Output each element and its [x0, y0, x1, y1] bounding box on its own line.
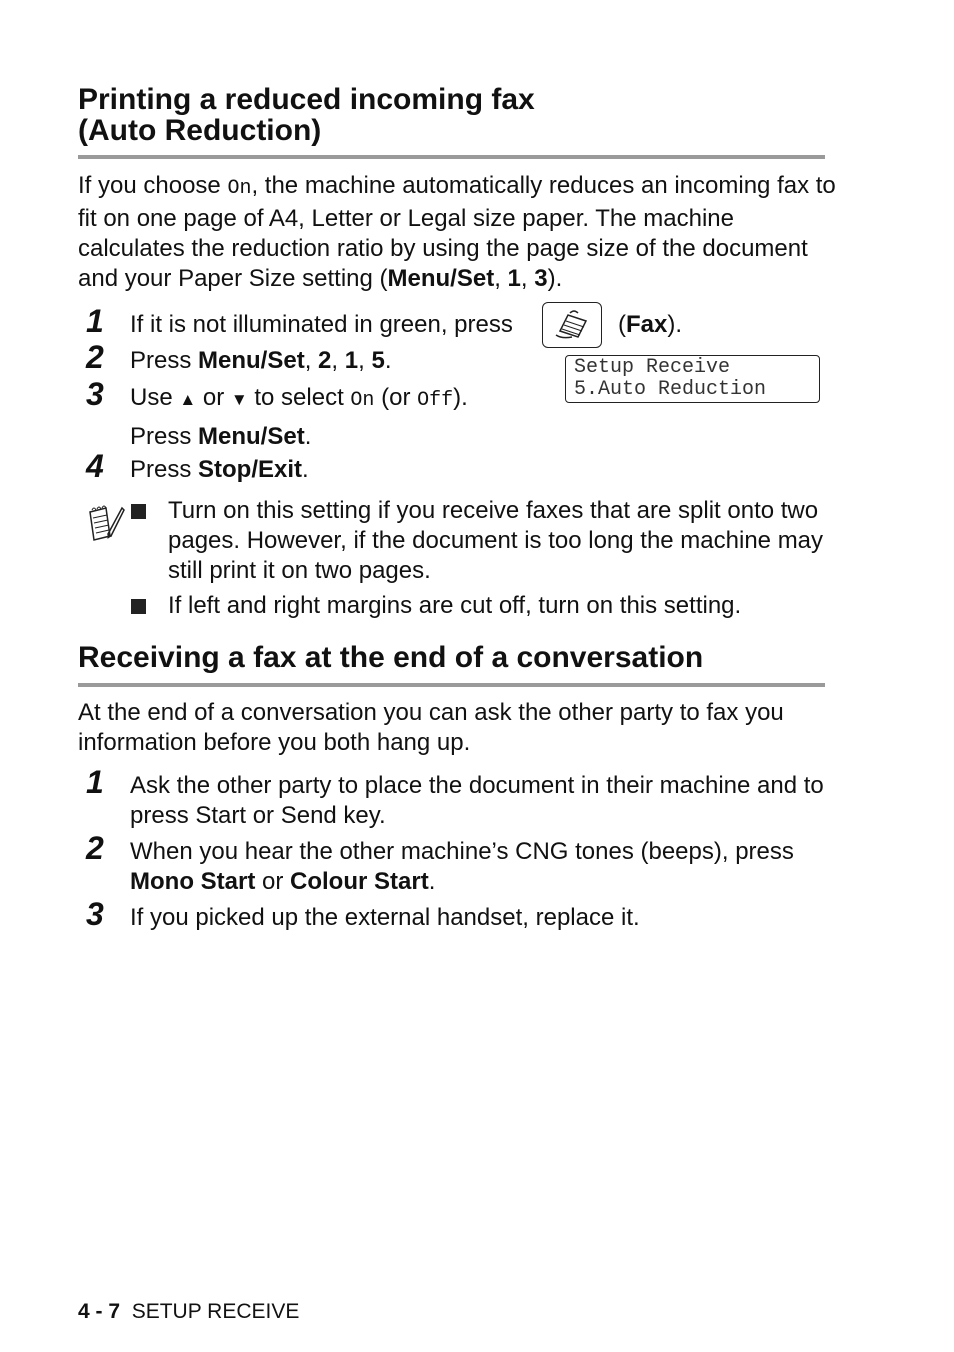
up-arrow-icon: ▲ — [179, 390, 197, 409]
bullet-square — [131, 599, 146, 614]
step-text-part: (or — [374, 384, 418, 411]
fax-key-label — [618, 310, 682, 340]
step-text-part: . — [428, 868, 436, 895]
lcd-option-off: Off — [417, 389, 454, 412]
page-footer — [78, 1300, 299, 1324]
step-number: 1 — [86, 303, 104, 339]
step-text-part: . — [302, 456, 309, 483]
key-menu-set: Menu/Set — [198, 347, 305, 374]
key-menu-set: Menu/Set — [387, 265, 495, 292]
step-text-part: When you hear the other machine’s CNG tones (beeps), press — [130, 838, 794, 865]
notepad-pencil-icon — [86, 502, 126, 544]
key-stop-exit: Stop/Exit — [198, 456, 303, 483]
step-number: 1 — [86, 764, 104, 800]
key-digit: 3 — [534, 265, 548, 292]
lcd-option-on: On — [350, 389, 375, 412]
fax-key-icon — [542, 302, 602, 348]
step-number: 2 — [86, 339, 104, 375]
step-text-part: . — [304, 423, 312, 450]
lcd-line-2: 5.Auto Reduction — [574, 378, 767, 401]
step-text — [130, 455, 309, 485]
step-text-part: . — [384, 347, 392, 374]
step-text-part: ). — [453, 384, 468, 411]
step-text: Ask the other party to place the document in their machine and to press Start or Send key. — [130, 772, 824, 829]
step-text: If you picked up the external handset, replace it. — [130, 904, 640, 931]
key-fax: Fax — [626, 311, 668, 338]
step-number: 3 — [86, 896, 104, 932]
step-text-part: Press — [130, 347, 199, 374]
step-text-part: Use — [130, 384, 180, 411]
step-text — [130, 837, 830, 897]
lcd-display — [565, 355, 820, 403]
section-divider — [78, 683, 825, 687]
key-menu-set: Menu/Set — [198, 423, 305, 450]
section-title-line2: (Auto Reduction) — [78, 114, 322, 147]
step-text — [130, 383, 468, 452]
step-text-part: to select — [247, 384, 351, 411]
intro-text: , the machine automatically reduces an incoming fax to fit on one page of A4, Letter or Legal size paper. The machine calculates the reduction ratio by using the page size of the document and your Paper Size setting ( — [78, 172, 836, 292]
key-digit: 1 — [344, 347, 359, 374]
chapter-name: SETUP RECEIVE — [131, 1300, 300, 1323]
key-digit: 2 — [318, 347, 332, 374]
step-text-part: or — [255, 868, 291, 895]
fax-machine-icon — [552, 309, 592, 341]
step-text — [130, 310, 513, 340]
lcd-option-on: On — [227, 177, 252, 200]
key-digit: 5 — [371, 347, 385, 374]
step-text-part: ). — [667, 311, 683, 338]
key-colour-start: Colour Start — [290, 868, 429, 895]
section-title: Receiving a fax at the end of a conversation — [78, 641, 704, 674]
step-text-part: If it is not illuminated in green, press — [130, 311, 513, 338]
intro-text: ). — [547, 265, 563, 292]
separator: , — [304, 347, 319, 374]
section-title — [78, 84, 825, 146]
intro-text: If you choose — [78, 172, 228, 199]
separator: , — [358, 347, 372, 374]
intro-paragraph — [78, 171, 838, 294]
note-item: Turn on this setting if you receive faxes that are split onto two pages. However, if the document is too long the machine may still print it on two pages. — [168, 497, 824, 584]
separator: , — [520, 265, 535, 292]
step-text-part: or — [196, 384, 231, 411]
key-mono-start: Mono Start — [130, 868, 256, 895]
section-title-line1: Printing a reduced incoming fax — [78, 83, 535, 116]
bullet-square — [131, 504, 146, 519]
step-number: 3 — [86, 376, 104, 412]
lcd-line-1: Setup Receive — [574, 356, 731, 379]
section-divider — [78, 155, 825, 159]
separator: , — [494, 265, 508, 292]
page-number: 4 - 7 — [78, 1300, 121, 1323]
key-digit: 1 — [507, 265, 521, 292]
note-item: If left and right margins are cut off, turn on this setting. — [168, 592, 742, 619]
step-number: 2 — [86, 830, 104, 866]
step-text-part: ( — [618, 311, 626, 338]
step-number: 4 — [86, 448, 104, 484]
note-icon — [86, 502, 126, 551]
step-text-part: Press — [130, 423, 199, 450]
separator: , — [331, 347, 345, 374]
step-text — [130, 346, 391, 376]
step-text-part: Press — [130, 456, 199, 483]
intro-paragraph: At the end of a conversation you can ask the other party to fax you information before you both hang up. — [78, 699, 784, 756]
down-arrow-icon: ▼ — [230, 390, 248, 409]
